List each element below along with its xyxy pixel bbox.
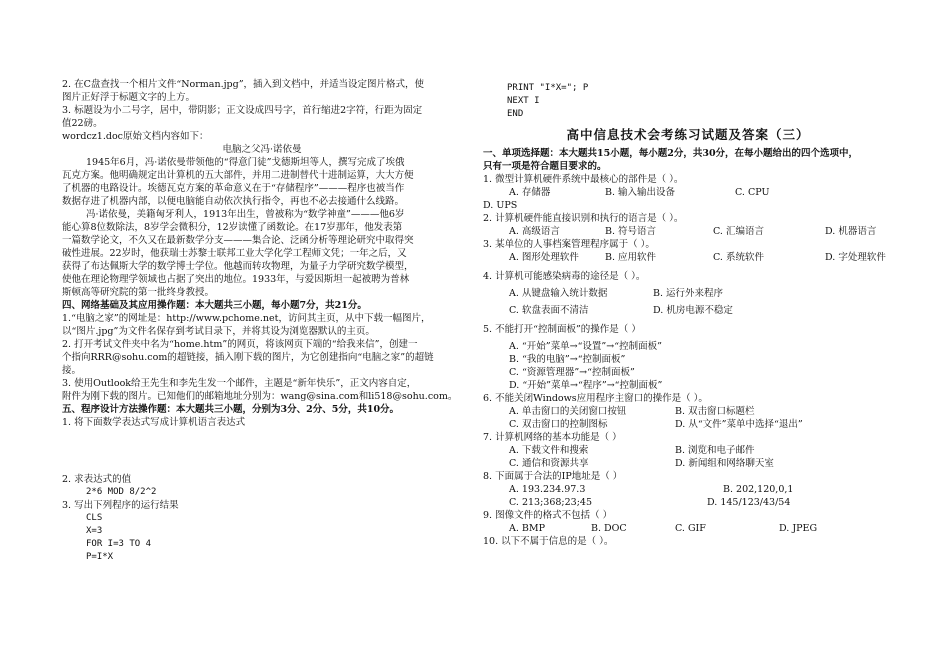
s5-q2-expression: 2*6 MOD 8/2^2 [86,487,157,497]
mc-q3: 3. 某单位的人事档案管理程序属于（ ）。 [483,239,655,250]
mc-q2-option-a: A. 高级语言 [509,226,560,237]
s4-q1-line-2: 以“图片.jpg”为文件名保存到考试目录下，并将其设为浏览器默认的主页。 [62,326,375,337]
left-q3-line-2: 值22磅。 [62,118,103,129]
mc-q6-option-d: D. 从“文件”菜单中选择“退出” [675,419,803,430]
exam-title: 高中信息技术会考练习试题及答案（三） [566,127,810,142]
mc-q8-options-row-2 [483,496,893,509]
mc-q8-option-d: D. 145/123/43/54 [707,497,791,508]
mc-q8: 8. 下面属于合法的IP地址是（ ） [483,471,623,482]
mc-q6-option-a: A. 单击窗口的关闭窗口按钮 [509,406,627,417]
mc-q4-option-c: C. 软盘表面不清洁 [509,305,589,316]
section-5-heading: 五、程序设计方法操作题：本大题共三小题，分别为3分、2分、5分，共10分。 [62,404,400,415]
section-4-heading: 四、网络基础及其应用操作题：本大题共三小题，每小题7分，共21分。 [62,300,367,311]
mc-q7-option-b: B. 浏览和电子邮件 [675,445,755,456]
mc-q4-option-d: D. 机房电源不稳定 [653,305,733,316]
mc-q1-option-b: B. 输入输出设备 [605,187,676,198]
mc-q1-option-c: C. CPU [735,187,770,198]
para2-line-4: 破性进展。22岁时，他获瑞士苏黎士联邦工业大学化学工程师文凭；一年之后，又 [62,248,407,259]
s4-q2-line-3: 接。 [62,365,82,376]
mc-q9-options [483,522,893,535]
mc-q9-option-a: A. BMP [509,523,546,534]
mc-q7-options-row-1 [483,444,893,457]
section-1-heading-line-1: 一、单项选择题：本大题共15小题，每小题2分，共30分，在每小题给出的四个选项中， [483,148,859,159]
right-column [483,82,893,548]
mc-q3-option-d: D. 字处理软件 [825,252,886,263]
mc-q2-option-b: B. 符号语言 [605,226,657,237]
mc-q9-option-b: B. DOC [591,523,627,534]
doc-title: 电脑之父冯·诺依曼 [222,144,302,155]
code-line-7: END [507,109,524,119]
mc-q4-options-row-2 [483,304,893,317]
s4-q2-line-1: 2. 打开考试文件夹中名为“home.htm”的网页，将该网页下端的“给我来信”，创建一 [62,339,418,350]
expression-blank-space [62,429,462,473]
mc-q4: 4. 计算机可能感染病毒的途径是（ ）。 [483,271,646,282]
code-line-5: PRINT "I*X="; P [507,83,589,93]
mc-q10: 10. 以下不属于信息的是（ ）。 [483,536,614,547]
code-line-1: CLS [86,513,103,523]
mc-q1-options [483,186,893,199]
s4-q2-line-2: 个指向RRR@sohu.com的超链接，插入刚下载的图片，为它创建指向“电脑之家”的超链 [62,352,434,363]
para2-line-3: 一篇数学论文，不久又在最新数学分支———集合论、泛函分析等理论研究中取得突 [62,235,414,246]
para1-line-3: 了机器的电路设计。埃德瓦克方案的革命意义在于“存储程序”———程序也被当作 [62,183,405,194]
mc-q5-option-d: D. “开始”菜单→“程序”→“控制面板” [509,380,663,391]
mc-q4-options-row-1 [483,287,893,300]
para2-line-5: 获得了布达佩斯大学的数学博士学位。他越而转攻物理，为量子力学研究数学模型， [62,261,414,272]
mc-q8-option-c: C. 213;368;23;45 [509,497,593,508]
left-q2-line-1: 2. 在C盘查找一个相片文件“Norman.jpg”，插入到文档中，并适当设定图片格式，使 [62,79,425,90]
mc-q1-option-d: D. UPS [483,200,518,211]
mc-q3-options [483,251,893,264]
mc-q6-options-row-2 [483,418,893,431]
left-column [62,78,462,564]
mc-q3-option-b: B. 应用软件 [605,252,657,263]
code-line-6: NEXT I [507,96,540,106]
source-doc-label: wordcz1.doc原始文档内容如下： [62,131,209,142]
mc-q8-option-a: A. 193.234.97.3 [509,484,586,495]
code-line-3: FOR I=3 TO 4 [86,539,152,549]
mc-q7-option-d: D. 新闻组和网络聊天室 [675,458,774,469]
mc-q9: 9. 图像文件的格式不包括（ ） [483,510,613,521]
mc-q2-options [483,225,893,238]
mc-q6-options-row-1 [483,405,893,418]
mc-q7-option-a: A. 下载文件和搜索 [509,445,589,456]
s4-q1-line-1: 1.“电脑之家”的网址是：http://www.pchome.net，访问其主页，从中下载一幅图片， [62,313,431,324]
mc-q3-option-a: A. 图形处理软件 [509,252,579,263]
mc-q7-options-row-2 [483,457,893,470]
para2-line-7: 斯顿高等研究院的第一批终身教授。 [62,287,215,298]
mc-q6-option-b: B. 双击窗口标题栏 [675,406,755,417]
mc-q3-option-c: C. 系统软件 [713,252,764,263]
mc-q8-option-b: B. 202,120,0,1 [723,484,794,495]
mc-q2-option-c: C. 汇编语言 [713,226,764,237]
mc-q2: 2. 计算机硬件能直接识别和执行的语言是（ ）。 [483,213,684,224]
para2-line-6: 使他在理论物理学领域也占据了突出的地位。1933年，与爱因斯坦一起被聘为普林 [62,274,410,285]
s4-q3-line-1: 3. 使用Outlook给王先生和李先生发一个邮件，主题是“新年快乐”，正文内容自定， [62,378,417,389]
mc-q4-option-b: B. 运行外来程序 [653,288,724,299]
mc-q7-option-c: C. 通信和资源共享 [509,458,589,469]
s4-q3-line-2: 附件为刚下载的图片。已知他们的邮箱地址分别为：wang@sina.com和li518@sohu.com。 [62,391,458,402]
left-q3-line-1: 3. 标题设为小二号字，居中，带阴影；正文设成四号字，首行缩进2字符，行距为固定 [62,105,423,116]
mc-q2-option-d: D. 机器语言 [825,226,877,237]
mc-q9-option-d: D. JPEG [779,523,818,534]
mc-q6: 6. 不能关闭Windows应用程序主窗口的操作是（ ）。 [483,393,708,404]
mc-q5-option-a: A. “开始”菜单→“设置”→“控制面板” [509,341,662,352]
code-line-4: P=I*X [86,552,114,562]
mc-q6-option-c: C. 双击窗口的控制图标 [509,419,608,430]
mc-q8-options-row-1 [483,483,893,496]
section-1-heading-line-2: 只有一项是符合题目要求的。 [483,161,607,172]
para1-line-1: 1945年6月，冯·诺依曼带领他的“得意门徒”戈德斯坦等人，撰写完成了埃俄 [86,157,405,168]
mc-q5-option-c: C. “资源管理器”→“控制面板” [509,367,635,378]
mc-q5-option-b: B. “我的电脑”→“控制面板” [509,354,626,365]
mc-q1: 1. 微型计算机硬件系统中最核心的部件是（ ）。 [483,174,684,185]
mc-q7: 7. 计算机网络的基本功能是（ ） [483,432,622,443]
para2-line-1: 冯·诺依曼，美籍匈牙利人，1913年出生，曾被称为“数学神童”———他6岁 [86,209,405,220]
para1-line-4: 数据存进了机器内部，以便电脑能自动依次执行指令，再也不必去接通什么线路。 [62,196,405,207]
s5-q1: 1. 将下面数学表达式写成计算机语言表达式 [62,417,246,428]
mc-q4-option-a: A. 从键盘输入统计数据 [509,288,608,299]
para1-line-2: 瓦克方案。他明确规定出计算机的五大部件，并用二进制替代十进制运算，大大方便 [62,170,414,181]
para2-line-2: 能心算8位数除法，8岁学会微积分，12岁读懂了函数论。在17岁那年，他发表第 [62,222,403,233]
mc-q5: 5. 不能打开“控制面板”的操作是（ ） [483,324,641,335]
code-line-2: X=3 [86,526,103,536]
s5-q2: 2. 求表达式的值 [62,474,132,485]
s5-q3: 3. 写出下列程序的运行结果 [62,500,179,511]
mc-q1-option-a: A. 存储器 [509,187,551,198]
mc-q9-option-c: C. GIF [675,523,706,534]
left-q2-line-2: 图片正好浮于标题文字的上方。 [62,92,196,103]
